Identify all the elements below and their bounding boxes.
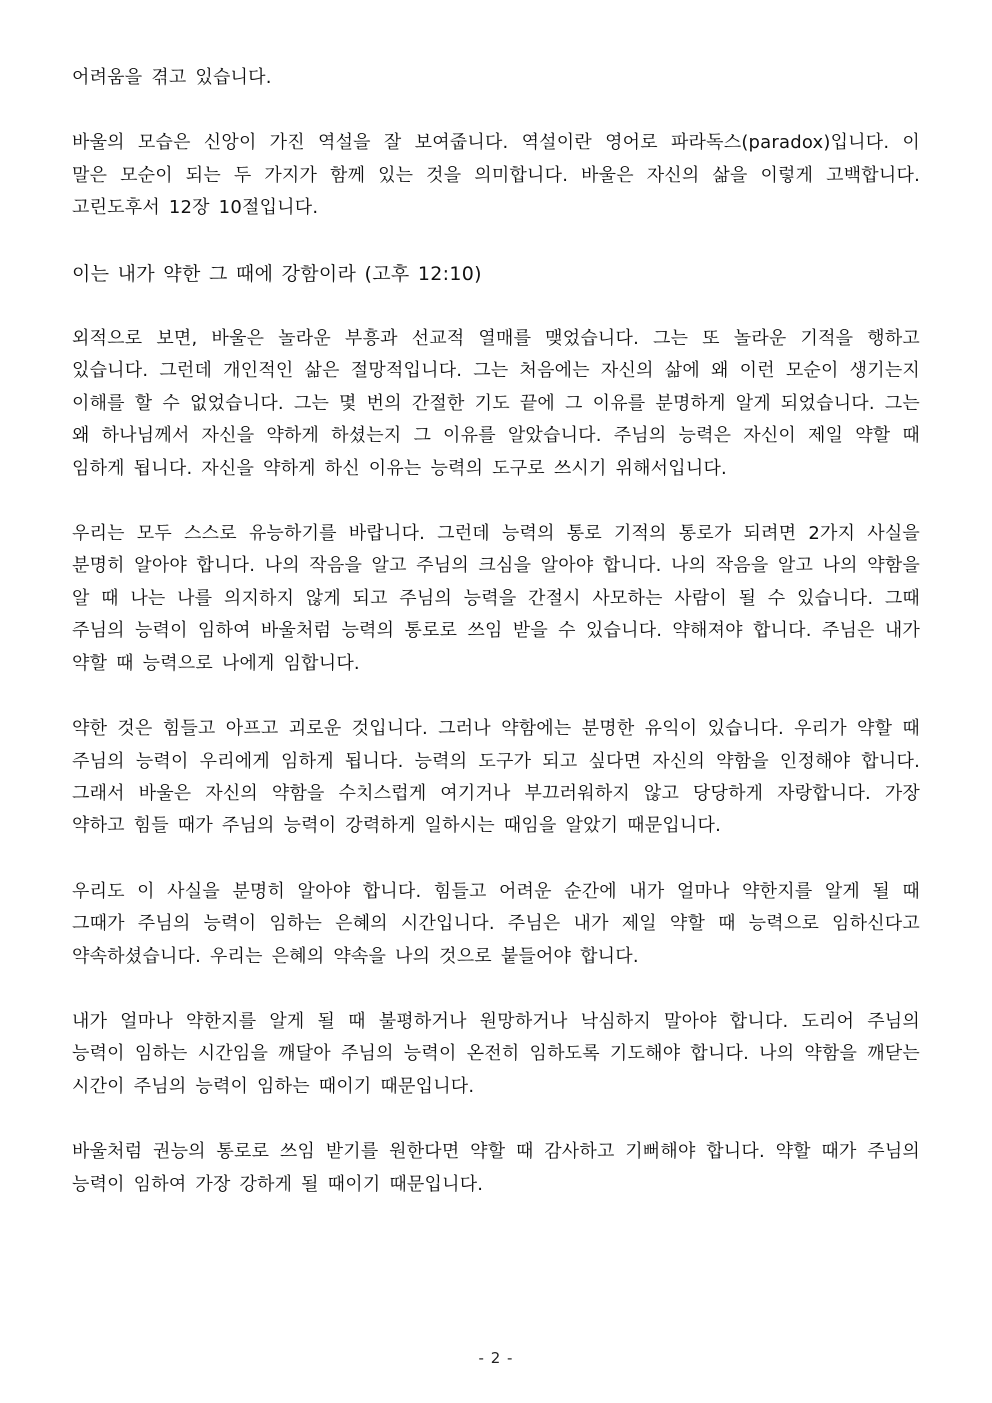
paragraph-paradox: 바울의 모습은 신앙이 가진 역설을 잘 보여줍니다. 역설이란 영어로 파라독스(paradox)입니다. 이 말은 모순이 되는 두 가지가 함께 있는 것을 의미합니다. 바울은 자신의 삶을 이렇게 고백합니다. 고린도후서 12장 10절입니다.	[72, 132, 920, 219]
paragraph-paul-life: 외적으로 보면, 바울은 놀라운 부흥과 선교적 열매를 맺었습니다. 그는 또 놀라운 기적을 행하고 있습니다. 그런데 개인적인 삶은 절망적입니다. 그는 처음에는 자신의 삶에 왜 이런 모순이 생기는지 이해를 할 수 없었습니다. 그는 몇 번의 간절한 기도 끝에 그 이유를 분명하게 알게 되었습니다. 그는 왜 하나님께서 자신을 약하게 하셨는지 그 이유를 알았습니다. 주님의 능력은 자신이 제일 약할 때 임하게 됩니다. 자신을 약하게 하신 이유는 능력의 도구로 쓰시기 위해서입니다.	[72, 328, 920, 479]
paragraph-be-thankful: 바울처럼 권능의 통로로 쓰임 받기를 원한다면 약할 때 감사하고 기뻐해야 합니다. 약할 때가 주님의 능력이 임하여 가장 강하게 될 때이기 때문입니다.	[72, 1141, 920, 1195]
page-number: - 2 -	[478, 1349, 514, 1367]
document-body	[72, 62, 920, 1234]
paragraph-do-not-complain: 내가 얼마나 약한지를 알게 될 때 불평하거나 원망하거나 낙심하지 말아야 합니다. 도리어 주님의 능력이 임하는 시간임을 깨달아 주님의 능력이 온전히 임하도록 기도해야 합니다. 나의 약함을 깨닫는 시간이 주님의 능력이 임하는 때이기 때문입니다.	[72, 1010, 920, 1097]
intro-paragraph: 어려움을 겪고 있습니다.	[72, 67, 272, 88]
paragraph-channel-of-power: 우리는 모두 스스로 유능하기를 바랍니다. 그런데 능력의 통로 기적의 통로가 되려면 2가지 사실을 분명히 알아야 합니다. 나의 작음을 알고 주님의 크심을 알아야 합니다. 나의 작음을 알고 나의 약함을 알 때 나는 나를 의지하지 않게 되고 주님의 능력을 간절시 사모하는 사람이 될 수 있습니다. 그때 주님의 능력이 임하여 바울처럼 능력의 통로로 쓰임 받을 수 있습니다. 약해져야 합니다. 주님은 내가 약할 때 능력으로 나에게 임합니다.	[72, 523, 920, 674]
paragraph-weakness-benefit: 약한 것은 힘들고 아프고 괴로운 것입니다. 그러나 약함에는 분명한 유익이 있습니다. 우리가 약할 때 주님의 능력이 우리에게 임하게 됩니다. 능력의 도구가 되고 싶다면 자신의 약함을 인정해야 합니다. 그래서 바울은 자신의 약함을 수치스럽게 여기거나 부끄러워하지 않고 당당하게 자랑합니다. 가장 약하고 힘들 때가 주님의 능력이 강력하게 일하시는 때임을 알았기 때문입니다.	[72, 718, 920, 837]
verse-heading: 이는 내가 약한 그 때에 강함이라 (고후 12:10)	[72, 262, 482, 285]
paragraph-know-this-truth: 우리도 이 사실을 분명히 알아야 합니다. 힘들고 어려운 순간에 내가 얼마나 약한지를 알게 될 때 그때가 주님의 능력이 임하는 은혜의 시간입니다. 주님은 내가 제일 약할 때 능력으로 임하신다고 약속하셨습니다. 우리는 은혜의 약속을 나의 것으로 붙들어야 합니다.	[72, 880, 920, 967]
